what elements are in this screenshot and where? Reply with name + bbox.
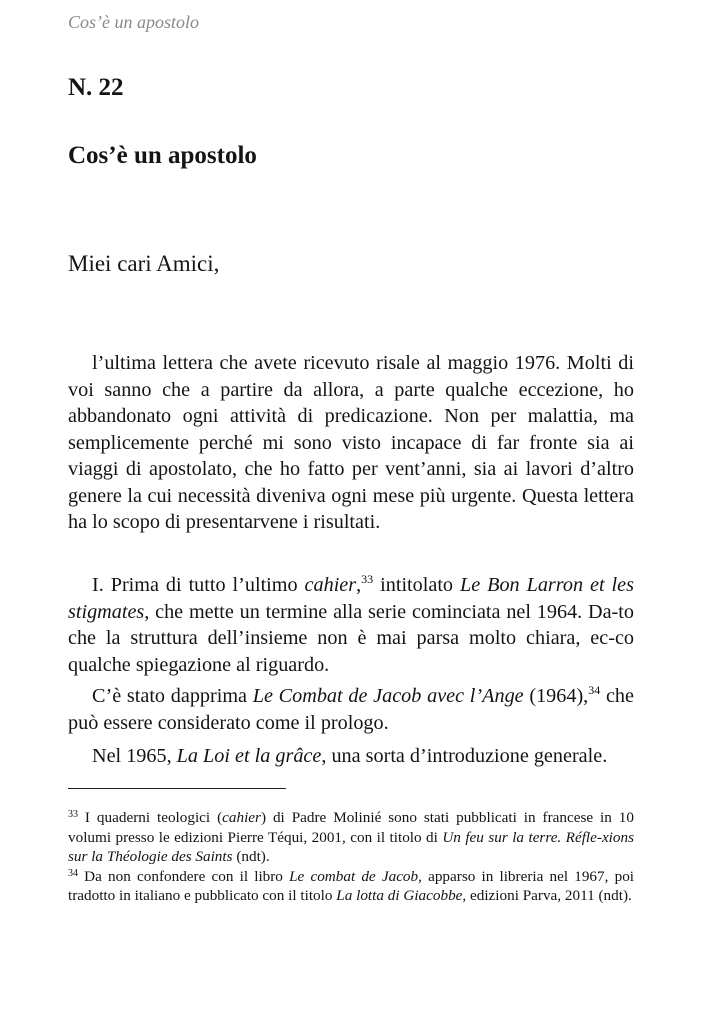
italic-title: cahier bbox=[304, 574, 357, 596]
italic-title: Le combat de Jacob bbox=[289, 867, 419, 885]
running-header: Cos’è un apostolo bbox=[68, 12, 200, 32]
text-line: Questa lettera ha lo scopo di presentarvene i risultati. bbox=[68, 484, 634, 533]
chapter-number: N. 22 bbox=[68, 74, 124, 101]
footnote-number: 34 bbox=[68, 867, 78, 879]
text-run: I. Prima di tutto l’ultimo bbox=[92, 574, 305, 596]
text-run: (ndt). bbox=[232, 848, 270, 865]
text-run: , bbox=[356, 574, 362, 596]
text-run: , che mette un termine alla serie cominciata nel 1964. Da-to che la struttura dell’insieme non è mai parsa molto chiara, ec-co qualche spiegazione al riguardo. bbox=[68, 600, 634, 676]
text-line: di voi sanno che a partire da allora, a parte qualche eccezione, ho bbox=[68, 352, 634, 401]
text-run: (1964), bbox=[523, 685, 589, 707]
paragraph-first bbox=[68, 572, 634, 678]
italic-title: Le Bon Larron et les stigmates bbox=[68, 574, 634, 623]
text-run: intitolato bbox=[373, 574, 460, 596]
paragraph-intro bbox=[68, 350, 634, 536]
italic-title: La lotta di Giacobbe bbox=[336, 887, 463, 904]
footnote-number: 33 bbox=[68, 809, 78, 820]
text-run: I quaderni teologici ( bbox=[78, 809, 223, 826]
footnote-divider bbox=[68, 788, 286, 789]
footnote-ref-33[interactable]: 33 bbox=[361, 572, 374, 586]
text-line: viaggi di apostolato, che ho fatto per vent’anni, sia ai lavori bbox=[68, 458, 573, 480]
footnotes bbox=[68, 808, 634, 906]
footnote-33 bbox=[68, 808, 634, 867]
italic-title: cahier bbox=[222, 809, 261, 826]
paragraph-prologue bbox=[68, 683, 634, 736]
italic-title: Le Combat de Jacob avec l’Ange bbox=[252, 685, 524, 707]
italic-title: Un feu sur la terre. Réfle-xions sur la Théologie des Saints bbox=[68, 828, 634, 865]
text-run: C’è stato dapprima bbox=[92, 685, 253, 707]
text-run: Nel 1965, bbox=[92, 745, 177, 767]
text-line: d’altro genere la cui necessità diveniva ogni mese più urgente. bbox=[68, 458, 635, 507]
paragraph-1965 bbox=[68, 743, 634, 770]
footnote-ref-34[interactable]: 34 bbox=[588, 683, 601, 697]
text-run: , apparso in libreria nel 1967, poi tradotto in italiano e pubblicato con il titolo bbox=[68, 867, 635, 904]
text-line: abbandonato ogni attività di predicazione. Non per malattia, ma bbox=[68, 405, 634, 427]
footnote-34 bbox=[68, 867, 634, 906]
text-run: che può essere considerato come il prologo. bbox=[68, 685, 634, 734]
text-run: Da non confondere con il libro bbox=[78, 867, 290, 885]
text-line: semplicemente perché mi sono visto incapace di far fronte sia ai bbox=[68, 431, 634, 454]
italic-title: La Loi et la grâce bbox=[176, 745, 322, 767]
text-run: , una sorta d’introduzione generale. bbox=[321, 745, 608, 767]
chapter-title: Cos’è un apostolo bbox=[68, 142, 257, 169]
text-run: ) di Padre Molinié sono stati pubblicati in francese in 10 volumi presso le edizioni Pierre Téqui, 2001, con il titolo di bbox=[68, 809, 634, 846]
greeting: Miei cari Amici, bbox=[68, 251, 220, 276]
text-line: l’ultima lettera che avete ricevuto risale al maggio 1976. Molti bbox=[92, 352, 612, 374]
text-run: , edizioni Parva, 2011 (ndt). bbox=[462, 887, 632, 904]
